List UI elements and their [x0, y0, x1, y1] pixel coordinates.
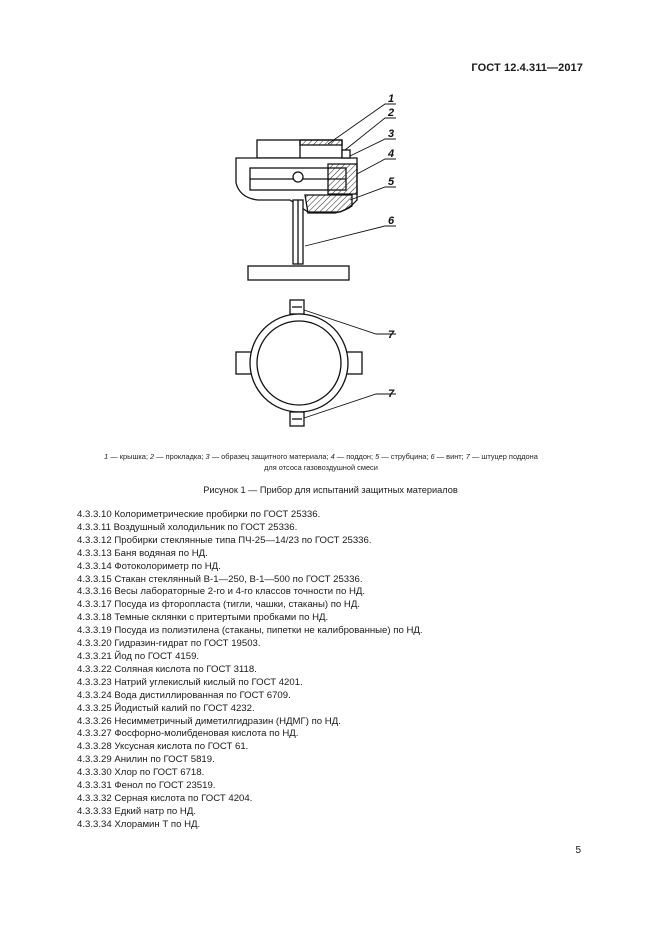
callout-1: 1 [388, 93, 395, 105]
list-item: 4.3.3.20 Гидразин-гидрат по ГОСТ 19503. [77, 638, 261, 650]
legend-text: — образец защитного материала; [209, 452, 331, 461]
list-item: 4.3.3.15 Стакан стеклянный В-1—250, В-1—500 по ГОСТ 25336. [77, 573, 363, 585]
callout-6: 6 [388, 215, 395, 227]
list-item: 4.3.3.34 Хлорамин Т по НД. [77, 818, 201, 830]
list-item: 4.3.3.13 Баня водяная по НД. [77, 547, 208, 559]
legend-text: — винт; [434, 452, 466, 461]
base-plate [248, 266, 349, 280]
list-item: 4.3.3.18 Темные склянки с притертыми пробками по НД. [77, 612, 329, 624]
list-item: 4.3.3.21 Йод по ГОСТ 4159. [77, 650, 200, 662]
list-item: 4.3.3.12 Пробирки стеклянные типа ПЧ-25—14/23 по ГОСТ 25336. [77, 534, 372, 546]
top-view [236, 300, 362, 426]
callout-3: 3 [388, 128, 395, 140]
legend-text: — прокладка; [154, 452, 206, 461]
list-item: 4.3.3.23 Натрий углекислый кислый по ГОСТ 4201. [77, 676, 303, 688]
list-item: 4.3.3.19 Посуда из полиэтилена (стаканы, пипетки не калиброванные) по НД. [77, 625, 423, 637]
legend-num: 2 [150, 452, 155, 461]
list-item: 4.3.3.26 Несимметричный диметилгидразин (НДМГ) по НД. [77, 715, 341, 727]
side-view [236, 140, 357, 280]
list-item: 4.3.3.29 Анилин по ГОСТ 5819. [77, 754, 215, 766]
legend-text: — поддон; [334, 452, 376, 461]
callout-7-top: 7 [388, 329, 395, 341]
legend-line-1 [56, 451, 586, 462]
list-item: 4.3.3.25 Йодистый калий по ГОСТ 4232. [77, 702, 255, 714]
legend-text: — крышка; [108, 452, 150, 461]
list-item: 4.3.3.33 Едкий натр по НД. [77, 805, 197, 817]
list-item: 4.3.3.24 Вода дистиллированная по ГОСТ 6709. [77, 689, 291, 701]
legend-num: 7 [465, 452, 470, 461]
list-item: 4.3.3.32 Серная кислота по ГОСТ 4204. [77, 792, 253, 804]
list-item: 4.3.3.28 Уксусная кислота по ГОСТ 61. [77, 741, 249, 753]
tray-hatch [328, 164, 357, 194]
legend-text: — струбцина; [379, 452, 431, 461]
callout-7-bottom: 7 [388, 388, 395, 400]
list-item: 4.3.3.10 Колориметрические пробирки по ГОСТ 25336. [77, 509, 321, 520]
legend-line-2: для отсоса газовоздушной смеси [264, 463, 378, 472]
list-item: 4.3.3.11 Воздушный холодильник по ГОСТ 25336. [77, 521, 298, 533]
callout-4: 4 [388, 148, 395, 160]
list-item: 4.3.3.31 Фенол по ГОСТ 23519. [77, 780, 216, 792]
list-item: 4.3.3.30 Хлор по ГОСТ 6718. [77, 767, 205, 779]
list-item: 4.3.3.17 Посуда из фторопласта (тигли, чашки, стаканы) по НД. [77, 599, 361, 611]
legend-num: 3 [205, 452, 210, 461]
screw-knob [293, 172, 303, 182]
figure-caption: Рисунок 1 — Прибор для испытаний защитных материалов [203, 485, 458, 495]
list-item: 4.3.3.22 Соляная кислота по ГОСТ 3118. [77, 663, 257, 675]
legend-text: — штуцер поддона [469, 452, 538, 461]
pan-outer-circle [250, 314, 348, 412]
list-item: 4.3.3.16 Весы лабораторные 2-го и 4-го классов точности по НД. [77, 586, 366, 598]
list-item: 4.3.3.14 Фотоколориметр по НД. [77, 560, 221, 572]
list-item: 4.3.3.27 Фосфорно-молибденовая кислота по НД. [77, 728, 299, 740]
callout-2: 2 [388, 107, 395, 119]
figure-legend [56, 451, 586, 473]
pan-bottom-hatch [305, 195, 352, 213]
apparatus-drawing [200, 88, 420, 438]
legend-num: 5 [375, 452, 380, 461]
callout-5: 5 [388, 176, 395, 188]
legend-num: 1 [104, 452, 109, 461]
gasket [300, 140, 342, 145]
page-number: 5 [575, 845, 581, 856]
legend-num: 6 [430, 452, 435, 461]
equipment-list [77, 509, 423, 832]
doc-code-header: ГОСТ 12.4.311—2017 [471, 62, 583, 74]
legend-num: 4 [330, 452, 335, 461]
